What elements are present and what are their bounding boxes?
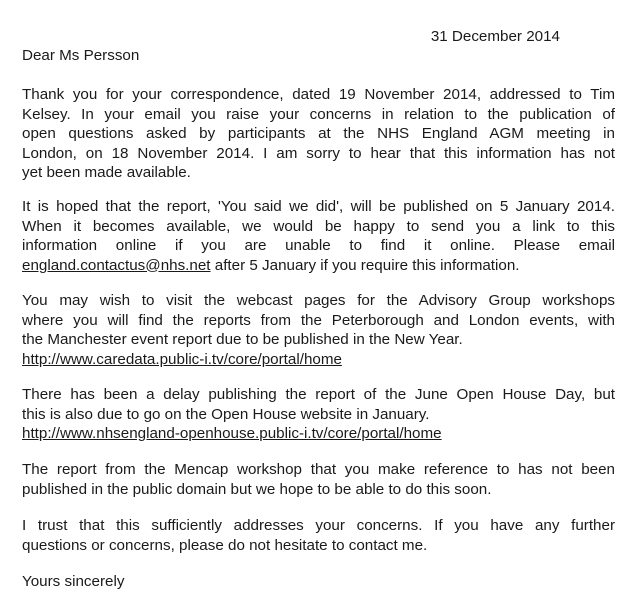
paragraph-webcast (22, 291, 615, 369)
paragraph-line: There has been a delay publishing the report of the June Open House Day, but (22, 386, 615, 403)
paragraph-correspondence (22, 85, 615, 183)
paragraph-line: information online if you are unable to find it online. Please email (22, 237, 615, 254)
letter-date: 31 December 2014 (430, 28, 560, 45)
email-link[interactable]: england.contactus@nhs.net (22, 256, 211, 274)
paragraph-line: open questions asked by participants at the NHS England AGM meeting in (22, 125, 615, 142)
paragraph-line: published in the public domain but we hope to be able to do this soon. (22, 480, 492, 498)
paragraph-line: You may wish to visit the webcast pages for the Advisory Group workshops (22, 292, 615, 309)
paragraph-line: Thank you for your correspondence, dated 19 November 2014, addressed to Tim (22, 86, 615, 103)
closing: Yours sincerely (22, 573, 125, 590)
caredata-portal-link[interactable]: http://www.caredata.public-i.tv/core/portal/home (22, 350, 342, 368)
paragraph-line: The report from the Mencap workshop that you make reference to has not been (22, 461, 615, 478)
email-followup-text: after 5 January if you require this information. (210, 256, 520, 274)
paragraph-line: questions or concerns, please do not hesitate to contact me. (22, 536, 428, 554)
openhouse-portal-link[interactable]: http://www.nhsengland-openhouse.public-i.tv/core/portal/home (22, 425, 442, 442)
paragraph-line: this is also due to go on the Open House website in January. (22, 405, 430, 423)
salutation: Dear Ms Persson (22, 47, 140, 64)
paragraph-line: the Manchester event report due to be published in the New Year. (22, 331, 463, 348)
paragraph-line (22, 424, 615, 444)
paragraph-line (22, 350, 615, 370)
paragraph-line: London, on 18 November 2014. I am sorry to hear that this information has not (22, 144, 615, 162)
paragraph-line: yet been made available. (22, 164, 191, 181)
paragraph-open-house (22, 385, 615, 444)
paragraph-line: I trust that this sufficiently addresses your concerns. If you have any further (22, 517, 615, 534)
paragraph-conclusion (22, 516, 615, 555)
paragraph-mencap (22, 460, 615, 499)
paragraph-line: It is hoped that the report, 'You said we did', will be published on 5 January 2014. (22, 198, 615, 215)
paragraph-line: Kelsey. In your email you raise your concerns in relation to the publication of (22, 105, 615, 123)
paragraph-line (22, 256, 615, 276)
paragraph-line: When it becomes available, we would be happy to send you a link to this (22, 217, 615, 235)
paragraph-report-publication (22, 197, 615, 275)
paragraph-line: where you will find the reports from the Peterborough and London events, with (22, 311, 615, 329)
